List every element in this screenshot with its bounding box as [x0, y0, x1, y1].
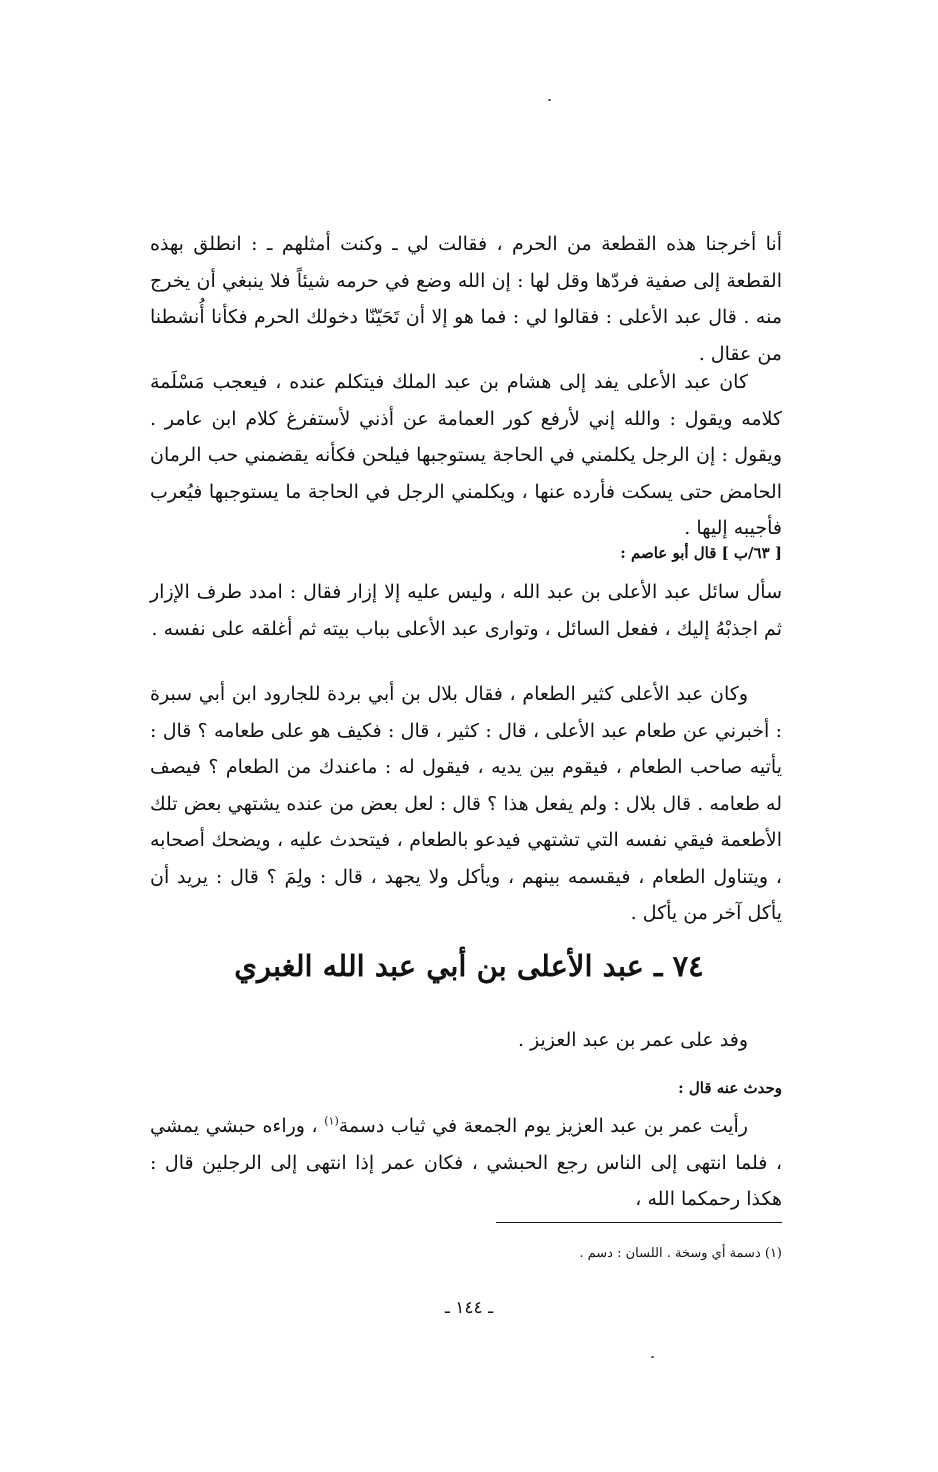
- footnote-divider: [496, 1222, 782, 1223]
- footnote-reference: (١): [324, 1114, 339, 1128]
- paragraph-umar: [150, 1108, 782, 1218]
- paragraph-wafada: [150, 1022, 782, 1059]
- marker-abu-asim: [ ٦٣/ب ] قال أبو عاصم :: [620, 544, 782, 562]
- paragraph-text: كان عبد الأعلى يفد إلى هشام بن عبد الملك فيتكلم عنده ، فيعجب مَسْلَمة كلامه ويقول : والله إني لأرفع كور العمامة عن أذني لأستفرغ كلام ابن عامر . ويقول : إن الرجل يكلمني في الحاجة يستوجبها فيلحن فكأنه يقضمني حب الرمان الحامض حتى يسكت فأرده عنها ، ويكلمني الرجل في الحاجة ما يستوجبها فيُعرب فأجيبه إليها .: [150, 371, 782, 539]
- paragraph-text: وفد على عمر بن عبد العزيز .: [517, 1029, 748, 1051]
- scan-speck: [548, 99, 551, 101]
- paragraph-text: [150, 1108, 782, 1218]
- paragraph-text-part: ، وراءه حبشي يمشي ، فلما انتهى إلى الناس رجع الحبشي ، فكان عمر إذا انتهى إلى الرجلين قال : هكذا رحمكما الله ،: [150, 1115, 782, 1210]
- paragraph-text-part: رأيت عمر بن عبد العزيز يوم الجمعة في ثياب دسمة: [338, 1115, 748, 1137]
- paragraph-text: وكان عبد الأعلى كثير الطعام ، فقال بلال بن أبي بردة للجارود ابن أبي سبرة : أخبرني عن طعام عبد الأعلى ، قال : كثير ، قال : فكيف هو على طعامه ؟ قال : يأتيه صاحب الطعام ، فيقوم بين يديه ، فيقول له : ماعندك من الطعام ؟ فيصف له طعامه . قال بلال : ولم يفعل هذا ؟ قال : لعل بعض من عنده يشتهي بعض تلك الأطعمة فيقي نفسه التي تشتهي فيدعو بالطعام ، فيتحدث عليه ، ويضحك أصحابه ، ويتناول الطعام ، فيقسمه بينهم ، ويأكل ولا يجهد ، قال : ولِمَ ؟ قال : يريد أن يأكل آخر من يأكل .: [150, 683, 782, 924]
- paragraph-continued: [150, 226, 782, 372]
- marker-line: [150, 1076, 782, 1100]
- marker-line: [150, 541, 782, 565]
- paragraph-food: [150, 676, 782, 932]
- scan-speck: [651, 1356, 654, 1358]
- paragraph-maslama: [150, 364, 782, 547]
- paragraph-text: سأل سائل عبد الأعلى بن عبد الله ، وليس عليه إلا إزار فقال : امدد طرف الإزار ثم اجذبْهُ إليك ، ففعل السائل ، وتوارى عبد الأعلى بباب بيته ثم أغلقه على نفسه .: [150, 581, 782, 640]
- section-heading: ٧٤ ـ عبد الأعلى بن أبي عبد الله الغبري: [234, 949, 704, 983]
- page-number: ـ ١٤٤ ـ: [444, 1298, 494, 1318]
- paragraph-beggar: [150, 574, 782, 647]
- footnote: (١) دسمة أي وسخة . اللسان : دسم .: [579, 1246, 782, 1261]
- paragraph-text: أنا أخرجنا هذه القطعة من الحرم ، فقالت لي ـ وكنت أمثلهم ـ : انطلق بهذه القطعة إلى صفية فردّها وقل لها : إن الله وضع في حرمه شيئاً فلا ينبغي أن يخرج منه . قال عبد الأعلى : فقالوا لي : فما هو إلا أن تَحَيّنّا دخولك الحرم فكأنا أُنشطنا من عقال .: [150, 233, 782, 365]
- marker-haddath: وحدث عنه قال :: [678, 1079, 782, 1097]
